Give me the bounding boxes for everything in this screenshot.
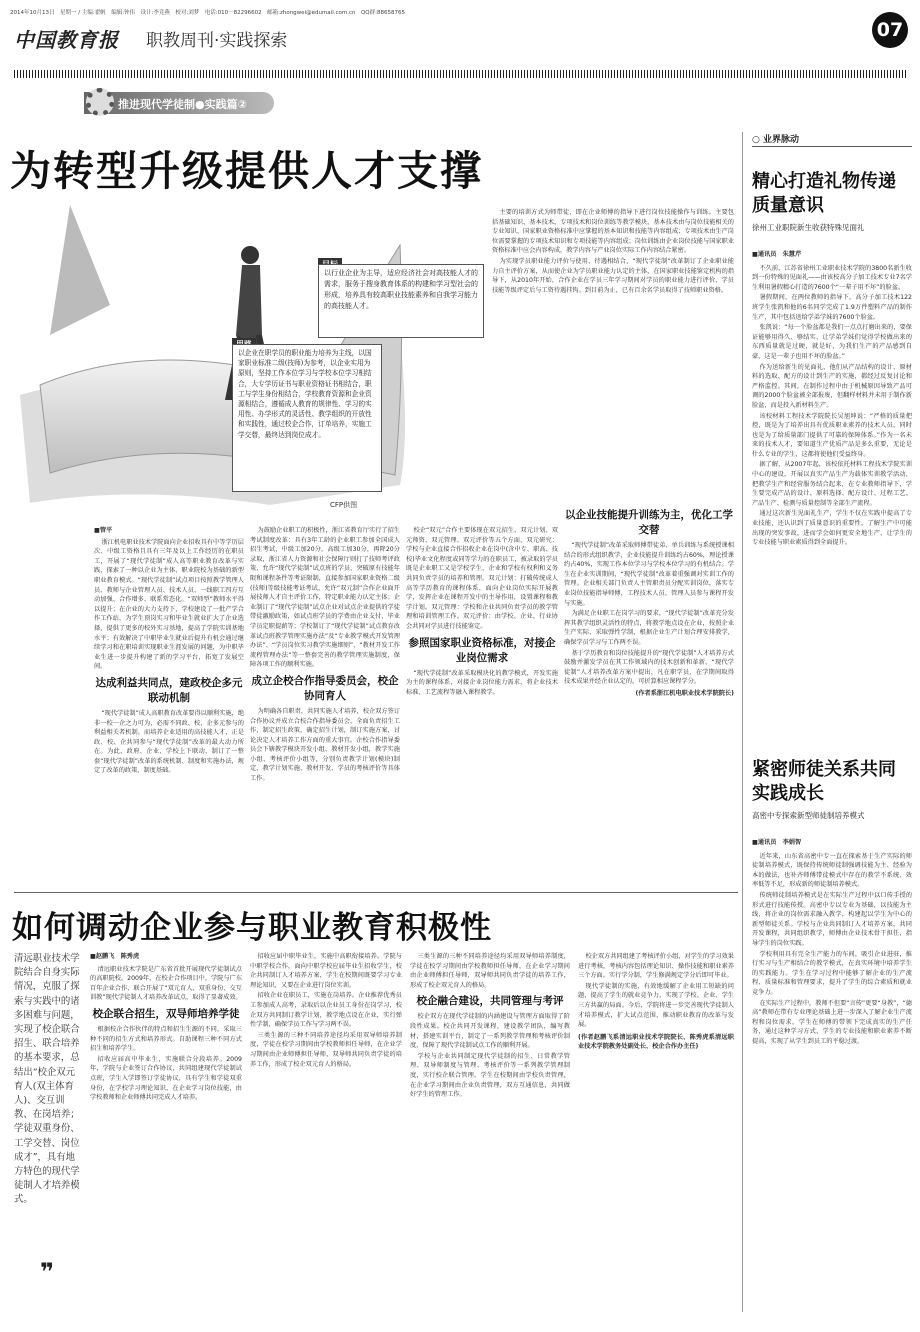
byline: ■管平 xyxy=(94,527,113,534)
story2-para: 近年来，山东省高密中专一直在探索基于生产实际的师徒制培养模式，既保持传统师徒制强调技能为主、经验为本的做法，也补齐师傅带徒模式中存在的教学不系统、效率低等不足，形成新的师徒制培养模式。 xyxy=(752,852,912,889)
subhead: 参照国家职业资格标准，对接企业岗位需求 xyxy=(408,636,556,664)
bottom-para: 学校与企业共同制定现代学徒制的招生、日常教学管理、双导师制度与管理、考核评价等一系列教学管理制度，实行校企联合管理。学生在校期间由学校负责管理，在企业学习期间由企业负责管理，双方互通信息，共同做好学生的管理工作。 xyxy=(410,1052,570,1099)
subhead: 达成利益共同点，建政校企多元联动机制 xyxy=(95,676,243,704)
bottom-para: 清远职业技术学院是广东省首批开展现代学徒制试点的高职院校。2009年，在校企合作项目中，学院与广东百年企业合作，联合开展了“双元育人、双重身份、交互训教”现代学徒制人才培养改革试点，取得了显著成效。 xyxy=(90,965,242,1002)
gear-icon xyxy=(86,88,114,116)
story2-para: 传统师徒制培养模式是在实际生产过程中以口传手授的形式进行技能传授。高密中专以专业为基础，以技能为主线，将企业的岗位需求融入教学，构建起以学生为中心的新型师徒关系。学校与企业共同制订人才培养方案，共同开发课程，共同组织教学，师傅由企业技术骨干担任，指导学生的岗位实践。 xyxy=(752,891,912,947)
lead-para: 浙江机电职业技术学院面向企业招收具有中等学历层次、中级工资格且具有三年及以上工作经历的在职员工，开展了“现代学徒制”成人高等职业教育改革与实践，探索了一种以企业为主体、职业院校为基础的新型职业教育模式。“现代学徒制”试点项目按照教学管理人员、教师与企业管理人员、技术人员、一线职工四方互动加强、合作增多、联系常态化。“双师型”教师水平得以提升；在企业的大力支持下，学校建设了一批产学合作工作站，为学生顶岗实习和毕业生就业扩大了企业选择，提供了更多的校外实习基地，提高了学院实训基地水平；有效解决了中职毕业生就业后提升有机会通过继续学习和在职培训实现职业生涯发展的问题，为中职毕业生进一步提升构建了新的学习平台，拓宽了发展空间。 xyxy=(94,538,244,671)
lead-para: 基于学历教育和岗位技能提升的“现代学徒制”人才培养方式鼓励并激发学员在其工作领域内的技术创新和革新。“现代学徒制”人才培养改革方案中提出，凡在职学员，在学期间取得技术成果并经企业认定的，可折算相应课程学分。 xyxy=(564,649,734,686)
lead-para: “现代学徒制”改革采取模块化的教学模式，开发实施为主的课程体系，对接企业岗位能力需求，将企业技术标准、工艺流程等融入课程教学。 xyxy=(406,669,558,696)
bottom-para: 根据校企合作伙伴的特点和招生生源的不同，采取三种不同的招生方式和培养形式。自助课程三种不同方式招生和培养学生。 xyxy=(90,1025,242,1053)
lead-para: 校企“双元”合作主要体现在双元招生、双元计划、双元师资、双元管理、双元评价等五个方面，双元研究；学校与企业直接合作招收企业在岗中(含中专、职高、技校)毕业文化程度或同等学力的在职员工，被录取的学员既是企业职工又是学校学生，企业和学校有权利和义务共同负责学员的培养和管理。双元计划：打破传统成人高等学历教育的课程体系，面向企业岗位实际开展教学，发挥企业在课程开发中的主导作用，设置课程和教学计划。双元管理：学校和企业共同负责学员的教学管理和培训管理工作。双元评价：由学校、企业、行业协会共同对学员进行技能鉴定。 xyxy=(406,527,558,630)
story1-para: 作为送给新生的见面礼，他们从产品结构的设计、原材料的选取、配方的设计到生产的实施，都经过反复讨论和严格监控。其间，在制作过程中由于机械原因导致产品可调的2000个脸盆被全部报废，但翻样材料并未用于制作新脸盆，而是投入新材料生产。 xyxy=(752,363,912,409)
bottom-column-1 xyxy=(90,952,242,1322)
story1-para: 该校材料工程技术学院院长吴旭坤说：“严格的质量把控，既是为了培养出具有优质职业素养的技术人员，同时也是为了给质量部门提供了可靠的保障体系。”作为一名未来的技术人才，要知道生产优质产品是多么重要，无论是什么专业的学生，这都将使他们受益终身。 xyxy=(752,412,912,458)
story2-title: 紧密师徒关系共同实践成长 xyxy=(752,759,896,804)
story2-subtitle: 高密中专探索新型师徒制培养模式 xyxy=(752,811,865,820)
story1-para: 暑假期间，在两位教师的指导下，高分子加工技术122班学生张凯和他的6名同学完成了1.9万件塑料产品的制作生产，其中包括送给学弟学妹的7600个脸盆。 xyxy=(752,294,912,321)
page-number: 07 xyxy=(872,12,908,48)
bottom-headline: 如何调动企业参与职业教育积极性 xyxy=(12,910,492,946)
story1-para: 张凯说：“每一个脸盆都是我们一点点打磨出来的，要保证能够用得久、够结实，让学弟学妹们觉得学校做出来的东西质量就是过硬，就是好，为我们生产的产品感到自豪，这是一辈子也用不坏的脸盆。” xyxy=(752,324,912,360)
lead-column-3 xyxy=(406,526,558,886)
credit: CFP供图 xyxy=(330,501,358,509)
bottom-para: 三类生源的三种不同培养途径均采用双导师培养制度，学徒在校学习期间由学校教师担任导师，在企业学习期间由企业师傅担任导师，双导师共同负责学徒的培养工作，形成了校企双元育人的格局。 xyxy=(250,1031,402,1068)
bottom-column-3 xyxy=(410,952,570,1322)
subhead: 成立企校合作指导委员会，校企协同育人 xyxy=(251,674,399,702)
bottom-sidebar: 清远职业技术学院结合自身实际情况，克服了探索与实践中的诸多困难与问题，实现了校企联合招生、联合培养的基本要求，总结出“校企双元育人(双主体育人)、交互训教、在岗培养；学徒双重身份、工学交替、岗位成才”，具有地方特色的现代学徒制人才培养模式。 xyxy=(14,953,80,1206)
header-meta: 2014年10月13日 星期一 / 主编:翟帆 编辑:钟伟 设计:李竞燕 校对:刘梦 电话:010－82296602 邮箱:zhongwei@edumail.com.cn QQ群:88658765 xyxy=(10,10,405,16)
byline: ■通讯员 朱慧芹 xyxy=(752,251,802,258)
section-divider xyxy=(14,892,738,893)
lead-column-4 xyxy=(564,504,734,886)
story1-subtitle: 徐州工业职院新生收获特殊见面礼 xyxy=(752,223,865,232)
story1-para: 通过这次新生见面礼生产，学生不仅在实践中提高了专业技能，还认识到了质量意识的重要性，了解生产中可能出现的突发事故，进而学会如何更安全地生产，让学生的专业技能与职业素质得到全面提升。 xyxy=(752,510,912,547)
lead-para: 为满足企业职工在岗学习的要求，“现代学徒制”改革充分发挥其教学组织灵活性的特点，将教学地点设在企业，按照企业生产实际，采取弹性学制，根据企业生产计划合理安排教学，确保学员学习与工作两不误。 xyxy=(564,610,734,646)
lead-para: 为实现学员职业能力评价与使用、待遇相结合，“现代学徒制”改革制订了企业职业能力自主评价方案，从而使企业为学员职业能力认定的主体，在国家职业技能鉴定机构的指导下，从2010年开始，合作企业在学员三年学习期间对学员的职业能力进行评价，学员技能等级评定后与工资待遇挂钩。到目前为止，已有百余名学员取得了技师职业资格。 xyxy=(492,257,734,294)
series-tag-text: 推进现代学徒制●实践篇② xyxy=(118,98,247,111)
subhead: 以企业技能提升训练为主，优化工学交替 xyxy=(565,509,733,536)
story2-para: 在实际生产过程中，教师不但要“言传”更要“身教”，“德高”教师在带有专业理论基础上进一步深入了解企业生产流程和岗位需求。学生在师傅的带领下完成真实的生产任务，通过这种学习方式，学生的专业技能和职业素养不断提高，实现了从学生到员工的平稳过渡。 xyxy=(752,999,912,1045)
story2-para: 学校利用具有完全生产能力的车间，吸引企业进驻，推行实习与生产相结合的教学模式，在真实环境中培养学生的实践能力。学生在学习过程中能够了解企业的生产流程、质量标准和管理要求，提升了学生的综合素质和就业竞争力。 xyxy=(752,950,912,996)
story2-body xyxy=(752,838,912,1318)
quote-mark-icon: ❞ xyxy=(40,1258,55,1286)
bottom-para: 现代学徒制的实施，有效地缓解了企业用工短缺的问题，提高了学生的就业竞争力，实现了学校、企业、学生三方共赢的局面。今后，学院将进一步完善现代学徒制人才培养模式，扩大试点范围，推动职业教育的改革与发展。 xyxy=(578,982,734,1029)
sidebar-rule xyxy=(752,146,912,147)
sidebar-section-text: 业界脉动 xyxy=(763,135,800,145)
bottom-column-2 xyxy=(250,952,402,1322)
sidebar-section-label: ○ 业界脉动 xyxy=(752,135,800,145)
bottom-para: 校企双方共同组建了考核评价小组，对学生的学习效果进行考核，考核内容包括理论知识、操作技能和职业素养三个方面。实行学分制，学生修满规定学分后即可毕业。 xyxy=(578,953,734,980)
subhead: 校企联合招生，双导师培养学徒 xyxy=(92,1007,240,1020)
story1-para: 不久前，江苏省徐州工业职业技术学院的3800名新生收到一份特殊的见面礼——由该校高分子加工技术专业7名学生利用暑假精心打造的7600个“一辈子用不坏”的脸盆。 xyxy=(752,264,912,291)
lead-column-top-right xyxy=(492,208,734,518)
idea-box: 以企业在职学员的职业能力培养为主线，以国家职业标准二级(技师)为参考，以企业实用为原则，坚持工作本位学习与学校本位学习相结合，大专学历证书与职业资格证书相结合，职工与学生身份相结合，学校教育资源和企业资源相结合，遵循成人教育的规律性、学习的实用性、办学形式的灵活性、教学组织的开放性和实践性，通过校企合作，订单培养，实施工学交替，最终达到岗位成才。 xyxy=(232,344,382,492)
lead-para: 为明确各自职责，共同实施人才培养，校企双方签订合作协议并成立合校合作指导委员会，全面负责招生工作，制定招生政策，确定招生计划，制订实施方案，讨论决定人才培养工作方面的重大事宜。企校合作指导委员会下辖教学模块开发小组、教材开发小组，教学实施小组、考核评价小组等，分别负责教学计划(模块)制定、教学计划实施、教材开发、学员的考核评价等具体工作。 xyxy=(250,707,400,783)
bottom-para: 招收应届高中毕业生，实施联合分段培养。2009年，学院与企业签订合作协议，共同组建现代学徒制试点班，学生入学即签订学徒协议，具有学生和学徒双重身份，在学校学习理论知识，在企业学习岗位技能，由学校教师和企业师傅共同完成人才培养。 xyxy=(90,1055,242,1102)
subhead: 校企融合建设，共同管理与考评 xyxy=(416,995,564,1008)
bottom-para: 招收应届中职毕业生，实施中高职衔接培养。学院与中职学校合作，面向中职学校应届毕业生招收学生，校企共同制订人才培养方案，学生在校期间既要学习专业理论知识，又要在企业进行岗位实训。 xyxy=(250,953,402,989)
section-title: 职教周刊·实践探索 xyxy=(146,31,288,51)
story1-body xyxy=(752,250,912,590)
column-divider xyxy=(742,132,743,1312)
lead-para: “现代学徒制”改革采取师傅带徒弟、单兵训练与系统授课相结合的形式组织教学，企业技能提升训练约占60%，理论授课约占40%，实现工作本位学习与学校本位学习的有机结合。学生在企业实训期间，“现代学徒制”改革着重强调对实训工作的管理。企业相关部门负责人主管职责员分配实训岗位，落实专业岗位技能指导师傅，工程技术人员、管理人员参与课程开发与实施。 xyxy=(564,542,734,607)
bottom-para: 校企双方在现代学徒制的内涵建设与管理方面取得了阶段性成果。校企共同开发课程，建设教学团队，编写教材，搭建实训平台，制定了一系列教学管理和考核评价制度，保障了现代学徒制试点工作的顺利开展。 xyxy=(410,1013,570,1050)
bottom-para: 招收企业在职员工，实施在岗培养。企业推荐优秀员工参加成人高考，录取后以企业员工身份在岗学习，校企双方共同制订教学计划，教学地点设在企业，实行弹性学制，确保学员工作与学习两不误。 xyxy=(250,992,402,1029)
story1-title: 精心打造礼物传递质量意识 xyxy=(752,171,896,216)
bottom-para: 三类生源的三种不同培养途径均采用双导师培养制度，学徒在校学习期间由学校教师担任导师，在企业学习期间由企业师傅担任导师，双导师共同负责学徒的培养工作，形成了校企双元育人的格局。 xyxy=(410,953,570,989)
header-rule xyxy=(14,70,906,78)
bottom-column-4 xyxy=(578,952,734,1322)
goal-box: 以行业企业为主导，适应经济社会对高技能人才的需求，服务于搜身教育体系的构建和学习型社会的形成，培养具有较高职业技能素养和自我学习能力的高技能人才。 xyxy=(318,264,484,338)
byline: ■赵鹏飞 陈秀虎 xyxy=(90,953,140,960)
lead-para: “现代学徒制”成人高职教育改革要得以顺利实施，绝非一校一企之力可为，必需不同政、校、企多元参与的利益相关者机制。而培养企业适用的高技能人才，正是政、校、企共同参与“现代学徒制”改革的最大动力所在。为此，政府、企业、学校上下联动，制订了一整套“现代学徒制”改革的系统机制、制度和实施办法，规定了改革的政策、制度基础。 xyxy=(94,709,244,775)
lead-column-2 xyxy=(250,526,400,886)
author-note: (作者赵鹏飞系清远职业技术学院院长、陈秀虎系清远职业技术学院教务处副处长、校企合作办主任) xyxy=(578,1033,734,1051)
lead-para: 主要的培训方式为师带徒，即在企业师傅的指导下进行岗位技能操作与训练。主要包括基础知识、基本技术、专项技术和岗位训练等教学模块，基本技术由与岗位技能相关的专业知识、国家职业资格标准中应掌握的基本知识和技能等内容组成；专项技术由生产岗位需要掌握的专项技术知识和专项技能等内容组成；岗位训练由企业岗位技能与国家职业资格标准中应会内容构成，教学内容与产业岗位实际工作内容结合紧密。 xyxy=(492,209,734,255)
lead-column-1 xyxy=(94,526,244,886)
author-note: (作者系浙江机电职业技术学院院长) xyxy=(635,689,734,697)
lead-para: 为鼓励企业职工的积极性，浙江省教育厅实行了招生考试制度改革：具有3年工龄的企业职工参加全国成人招生考试，中级工加20分，高级工加30分，再降20分录取，浙江省人力资源和社会保障厅则打了技师考评政策，允许“现代学徒制”试点班的学员，突破原有技能年限和课程条件等考证限制，直接参加国家职业资格二级(技师)等级技能考证考试，允许“双元制”合作企业面开展技师人才自主评价工作，特定职业能力认定主体；企业制订了“现代学徒制”试点企业对试点企业提供的学徒带徒激励政策，如试点班学员的学费由企业支付，毕业学员定职提薪等；学校制订了“现代学徒制”试点教育改革试点班教学管理实施办法”及“专业教学模式开发管理办法”、“学员岗位实习教学实施细则”、“教材开发工作流程管理办法”等一整套完善的教学管理实施制度，保障各项工作的顺利实施。 xyxy=(250,527,400,669)
story1-para: 据了解，从2007年起，该校依托材料工程技术学院实训中心的建设，开展以真实产品生产为载体实训教学活动，把教学生产和经营服务结合起来，在专业教师指导下，学生要完成产品的设计、原料选择、配方设计、过程工艺、产品生产、检测与质量控制等全部生产流程。 xyxy=(752,461,912,507)
newspaper-logo: 中国教育报 xyxy=(14,28,119,52)
byline: ■通讯员 李娟智 xyxy=(752,839,802,846)
masthead xyxy=(8,8,912,70)
lead-headline: 为转型升级提供人才支撑 xyxy=(10,147,483,195)
